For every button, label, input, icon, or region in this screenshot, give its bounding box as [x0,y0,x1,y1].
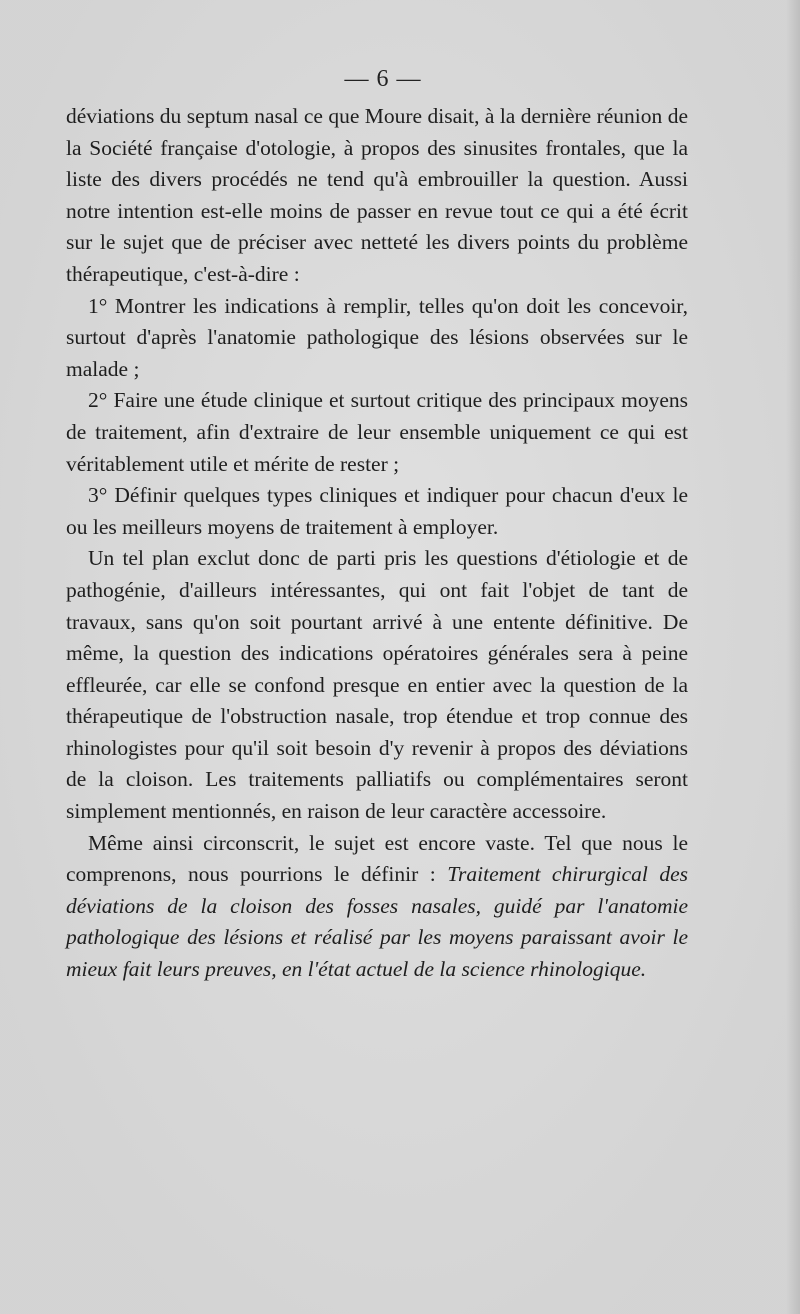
page-number: — 6 — [344,66,422,92]
list-item-1: 1° Montrer les indications à remplir, telles qu'on doit les concevoir, surtout d'après l'anatomie pathologique des lésions observées sur le malade ; [66,293,688,381]
list-item-3: 3° Définir quelques types cliniques et indiquer pour chacun d'eux le ou les meilleurs moyens de traitement à employer. [66,483,688,539]
body-text [66,101,688,986]
paragraph-plan: Un tel plan exclut donc de parti pris les questions d'étiologie et de pathogénie, d'ailleurs intéressantes, qui ont fait l'objet de tant de travaux, sans qu'on soit pourtant arrivé à une entente définitive. De même, la question des indications opératoires générales sera à peine effleurée, car elle se confond presque en entier avec la question de la thérapeutique de l'obstruction nasale, trop étendue et trop connue des rhinologistes pour qu'il soit besoin d'y revenir à propos des déviations de la cloison. Les traitements palliatifs ou complémentaires seront simplement mentionnés, en raison de leur caractère accessoire. [66,546,688,824]
page-edge-shadow [786,0,800,1314]
paragraph-definition [66,828,688,986]
definition-lead: Même ainsi circonscrit, le sujet est encore vaste. Tel que nous le comprenons, nous pourrions le définir : [66,830,688,887]
list-item-2: 2° Faire une étude clinique et surtout critique des principaux moyens de traitement, afin d'extraire de leur ensemble uniquement ce qui est véritablement utile et mérite de rester ; [66,388,688,476]
paragraph-continuation: déviations du septum nasal ce que Moure disait, à la dernière réunion de la Société française d'otologie, à propos des sinusites frontales, que la liste des divers procédés ne tend qu'à embrouiller la question. Aussi notre intention est-elle moins de passer en revue tout ce qui a été écrit sur le sujet que de préciser avec netteté les divers points du problème thérapeutique, c'est-à-dire : [66,104,688,286]
definition-italic: Traitement chirurgical des déviations de la cloison des fosses nasales, guidé par l'anatomie pathologique des lésions et réalisé par les moyens paraissant avoir le mieux fait leurs preuves, en l'état actuel de la science rhinologique. [66,862,689,982]
